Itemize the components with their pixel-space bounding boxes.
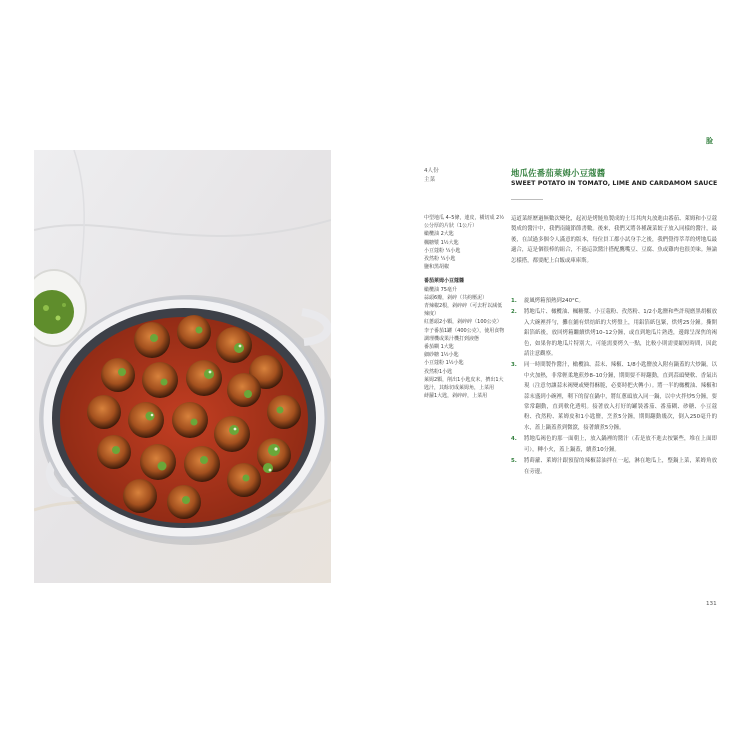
method-step <box>511 307 717 359</box>
step-text: 將地瓜褐色的那一面朝上，放入鍋裡的醬汁（若是放不進去按緊些，堆在上面即可），轉小火，蓋上鍋蓋，續煮10分鐘。 <box>524 436 717 453</box>
ingredient-item: 橄欖油 2大匙 <box>424 231 454 238</box>
ingredient-group-title: 番茄萊姆小豆蔻醬 <box>424 278 465 285</box>
step-text: 將地瓜片、橄欖油、楓糖漿、小豆蔻粉、孜然粉、1/2小匙鹽和些許現磨黑胡椒放入大碗裡拌勻，攤在鋪有烘焙紙的大烤盤上，用鋁箔紙包緊，烘烤25分鐘。撕開鋁箔紙後，放回烤箱繼續烘烤10–12分鐘，或直到地瓜片熟透，邊緣呈深焦的褐色，如果你的地瓜片特別大，可能需要烤久一點，比較小則需要縮短時間，因此請注意觀察。 <box>524 309 717 358</box>
recipe-intro: 這道菜經歷過無數次變化，起初是烤鮭魚製成的土耳其肉丸放進由番茄、萊姆和小豆蔻製成的醬汁中，我們南隨節節書數。後來，我們又將各種蔬菜餃子放入同樣的醬汁，最後，在試過多個令人滿意的版本，每位員工都小試身手之後，我們覺得萃萃的烤地瓜最適合，這是個很棒的組合，不過這款醬汁搭配鷹嘴豆、豆腐、魚或雞肉也很美味。無論怎樣搭，都要配上白飯或庫庫斯。 <box>511 216 717 264</box>
step-number: 1. <box>511 298 517 304</box>
method-step <box>511 456 717 477</box>
ingredient-item: 楓糖漿 1½大匙 <box>424 239 459 246</box>
step-number: 3. <box>511 362 517 369</box>
ingredient-item: 李子番茄1罐（400公克），使用食物調理機或果汁機打到液態 <box>424 327 505 342</box>
ingredients-list <box>424 214 506 400</box>
method-step <box>511 296 717 306</box>
ingredient-item: 蒜頭6瓣，剁碎（共約壓泥） <box>424 294 488 301</box>
ingredient-item: 小豆蔻粉 1½小匙 <box>424 360 464 367</box>
ingredient-item: 萊姆2顆，削出1小匙皮末，擠出1大匙汁，其餘切成萊姆角，上菜用 <box>424 376 504 392</box>
method-step <box>511 434 717 455</box>
step-text: 將蒔蘿、萊姆汁跟預留的辣椒蒜油拌在一起，淋在地瓜上，整鍋上菜，萊姆角放在旁邊。 <box>524 458 717 475</box>
method-step <box>511 360 717 433</box>
ingredient-item: 紅蔥頭2小顆，剁碎碎（100公克） <box>424 319 502 326</box>
step-number: 4. <box>511 436 517 443</box>
ingredient-item: 孜然粉 ¼小匙 <box>424 256 456 263</box>
ingredient-item: 蒔蘿1大匙，剁碎碎，上菜用 <box>424 393 488 400</box>
section-tag: 脸 <box>706 137 713 145</box>
recipe-title-en: SWEET POTATO IN TOMATO, LIME AND CARDAMOM SAUCE <box>511 180 718 187</box>
step-number: 2. <box>511 309 517 316</box>
step-number: 5. <box>511 458 517 465</box>
ingredient-item: 細砂糖 1½小匙 <box>424 352 459 359</box>
sweet-potato-dish-icon <box>34 150 331 583</box>
step-text: 旋風烤箱預熱到240°C。 <box>524 298 584 304</box>
ingredient-item: 鹽和黑胡椒 <box>424 264 450 271</box>
method-steps <box>511 296 717 478</box>
course-type: 主菜 <box>424 177 436 183</box>
ingredient-item: 孜然粉1小匙 <box>424 368 453 375</box>
recipe-title-zh: 地瓜佐番茄萊姆小豆蔻醬 <box>511 168 606 178</box>
ingredient-item: 橄欖油 75毫升 <box>424 286 457 293</box>
ingredient-item: 番茄糊 1大匙 <box>424 344 454 351</box>
dish-photo <box>34 150 331 583</box>
ingredient-item: 小豆蔻粉 ¼小匙 <box>424 247 461 254</box>
title-divider <box>511 199 543 200</box>
ingredient-item: 中型地瓜 4–5條，連皮，橫切成 2½ 公分厚的片狀（1公斤） <box>424 215 505 230</box>
servings-info <box>424 167 439 185</box>
page-number: 131 <box>706 601 717 607</box>
step-text: 同一時間製作醬汁，橄欖油、蒜末、辣椒、1/8小匙鹽放入附有鍋蓋的大炒鍋，以中火加熱，非常輕柔地煎炒8–10分鐘，期間要不時翻動，直到蒜頭變軟、香氣出現（注意勿讓蒜末褐變或變得酥脆，必要時把火轉小）。將一半的橄欖油、辣椒和蒜末盛到小碗裡，剩下的留在鍋中，將紅蔥頭放入同一鍋，以中火拌炒5分鐘，要常常翻動，直到軟化透明。接著放入打好的罐裝番茄、番茄糊、砂糖、小豆蔻粉、孜然粉、萊姆皮和1小匙鹽，烹煮5分鐘，期間翻動幾次，倒入250毫升的水，蓋上鍋蓋煮到微滾，接著續煮5分鐘。 <box>524 362 717 431</box>
ingredient-item: 青辣椒2根，剁碎碎（可去籽以減低辣度） <box>424 303 503 318</box>
servings-count: 4人份 <box>424 168 439 174</box>
